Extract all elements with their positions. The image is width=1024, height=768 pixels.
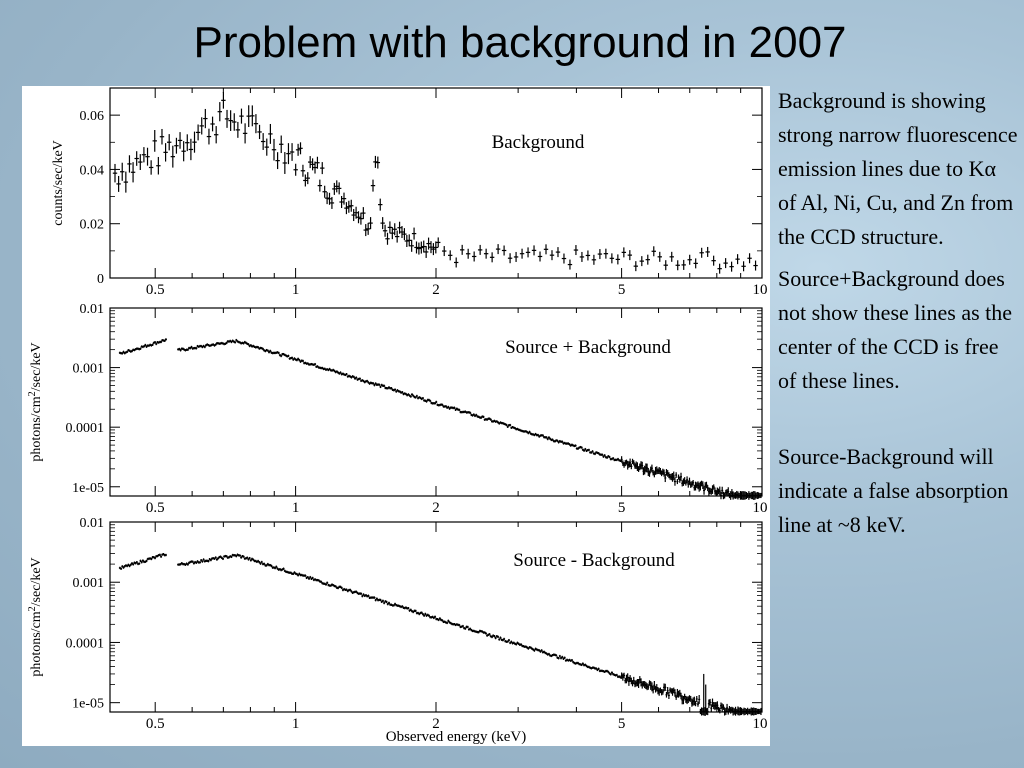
panel-label: Background <box>491 132 585 153</box>
y-tick-label: 0.0001 <box>65 421 104 437</box>
x-tick-label: 2 <box>432 716 440 732</box>
x-tick-label: 0.5 <box>145 716 165 732</box>
x-tick-label: 0.5 <box>145 500 165 516</box>
data-points <box>113 92 758 274</box>
y-tick-label: 0.001 <box>72 576 104 592</box>
x-tick-label: 1 <box>291 716 300 732</box>
panel-label: Source + Background <box>505 337 671 358</box>
x-tick-label: 5 <box>617 282 626 298</box>
x-axis-label: Observed energy (keV) <box>385 729 527 745</box>
y-tick-label: 1e-05 <box>72 696 104 712</box>
note-source-minus-background: Source-Background will indicate a false absorption line at ~8 keV. <box>778 444 1009 537</box>
data-points <box>119 338 762 500</box>
data-points <box>119 553 762 716</box>
panel-label: Source - Background <box>513 550 675 571</box>
x-tick-label: 10 <box>752 282 768 298</box>
x-tick-label: 10 <box>752 716 768 732</box>
y-tick-label: 0 <box>97 272 104 287</box>
x-tick-label: 1 <box>291 282 300 298</box>
y-tick-label: 0.01 <box>79 516 104 531</box>
x-tick-label: 0.5 <box>145 282 165 298</box>
slide-title: Problem with background in 2007 <box>193 18 847 67</box>
x-tick-label: 1 <box>291 500 300 516</box>
y-tick-label: 0.04 <box>79 163 104 179</box>
note-source-plus-background: Source+Background does not show these lines as the center of the CCD is free of these lines. <box>778 266 1013 393</box>
notes-panel <box>778 84 1018 542</box>
y-tick-label: 0.001 <box>72 361 104 377</box>
x-tick-label: 2 <box>432 500 440 516</box>
panel-0 <box>110 88 762 278</box>
spectra-figure <box>22 86 770 746</box>
x-tick-label: 10 <box>752 500 768 516</box>
y-tick-label: 0.0001 <box>65 636 104 652</box>
y-tick-label: 0.02 <box>79 217 104 233</box>
note-background: Background is showing strong narrow fluorescence emission lines due to Kα of Al, Ni, Cu, and Zn from the CCD structure. <box>778 88 1018 249</box>
x-tick-label: 5 <box>617 716 626 732</box>
y-axis-label: photons/$cm^2/\sec$/keV <box>26 557 44 677</box>
y-tick-label: 1e-05 <box>72 480 104 496</box>
y-axis-label: photons/$cm^2/\sec$/keV <box>26 342 44 462</box>
x-tick-label: 2 <box>432 282 440 298</box>
y-tick-label: 0.01 <box>79 302 104 317</box>
y-axis-label: counts/sec/keV <box>51 140 66 226</box>
y-tick-label: 0.06 <box>79 109 104 125</box>
x-tick-label: 5 <box>617 500 626 516</box>
spectra-svg <box>22 86 770 746</box>
